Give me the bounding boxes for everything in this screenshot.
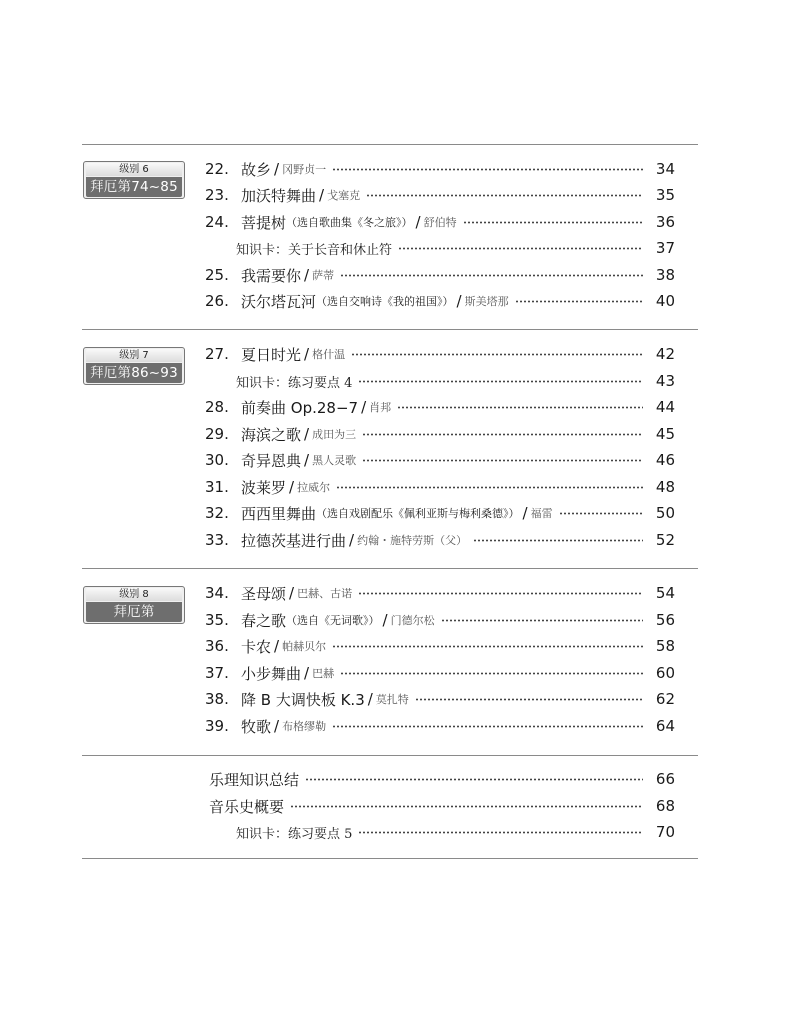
separator-slash: / [289, 584, 295, 602]
entry-composer: 拉威尔 [297, 481, 331, 494]
dot-leader [332, 168, 643, 171]
rule-1 [82, 329, 698, 330]
dot-leader [336, 486, 643, 489]
entry-title: 夏日时光 [241, 345, 302, 364]
separator-slash: / [304, 664, 310, 682]
toc-entry[interactable] [205, 396, 675, 418]
entry-number: 38. [205, 690, 229, 708]
entry-title: 波莱罗 [241, 478, 287, 497]
entry-number: 37. [205, 664, 229, 682]
toc-entry[interactable] [205, 423, 675, 445]
separator-slash: / [274, 160, 280, 178]
page-number: 56 [655, 611, 675, 629]
entry-number: 31. [205, 478, 229, 496]
entry-number: 39. [205, 717, 229, 735]
rule-3 [82, 755, 698, 756]
level-label: 级别 6 [86, 163, 182, 176]
toc-entry[interactable] [209, 795, 675, 817]
toc-entry[interactable] [205, 476, 675, 498]
separator-slash: / [382, 611, 388, 629]
dot-leader [362, 459, 643, 462]
dot-leader [441, 619, 643, 622]
page-number: 52 [655, 531, 675, 549]
entry-title: 沃尔塔瓦河 [241, 292, 317, 311]
dot-leader [463, 221, 643, 224]
page-number: 38 [655, 266, 675, 284]
entry-composer: 布格缪勒 [282, 720, 327, 733]
toc-entry[interactable] [205, 635, 675, 657]
separator-slash: / [522, 504, 528, 522]
dot-leader [340, 672, 643, 675]
entry-number: 32. [205, 504, 229, 522]
separator-slash: / [415, 213, 421, 231]
knowledge-card-entry[interactable] [236, 821, 675, 843]
separator-slash: / [304, 266, 310, 284]
entry-title: 降 B 大调快板 K.3 [241, 690, 365, 709]
level-label: 级别 7 [86, 349, 182, 362]
dot-leader [351, 353, 643, 356]
dot-leader [358, 831, 643, 834]
entry-title: 故乡 [241, 160, 272, 179]
page-number: 36 [655, 213, 675, 231]
entry-title: 音乐史概要 [209, 797, 285, 816]
entry-title: 菩提树 [241, 213, 287, 232]
dot-leader [290, 805, 643, 808]
toc-entry[interactable] [205, 502, 675, 524]
dot-leader [332, 725, 643, 728]
entry-number: 22. [205, 160, 229, 178]
separator-slash: / [456, 292, 462, 310]
entry-title: 春之歌 [241, 611, 287, 630]
dot-leader [397, 406, 643, 409]
rule-bottom [82, 858, 698, 859]
entry-composer: 约翰・施特劳斯（父） [357, 534, 468, 547]
entry-source: （选自歌曲集《冬之旅》） [286, 216, 413, 229]
entry-number: 35. [205, 611, 229, 629]
page-number: 54 [655, 584, 675, 602]
page-number: 42 [655, 345, 675, 363]
entry-number: 27. [205, 345, 229, 363]
page-number: 43 [655, 372, 675, 390]
knowledge-card-title: 知识卡：练习要点 4 [236, 375, 353, 391]
page-number: 35 [655, 186, 675, 204]
dot-leader [362, 433, 643, 436]
page-number: 58 [655, 637, 675, 655]
entry-title: 卡农 [241, 637, 272, 656]
separator-slash: / [274, 717, 280, 735]
entry-composer: 舒伯特 [423, 216, 457, 229]
entry-number: 24. [205, 213, 229, 231]
entry-number: 25. [205, 266, 229, 284]
entry-number: 33. [205, 531, 229, 549]
page-number: 37 [655, 239, 675, 257]
knowledge-card-title: 知识卡：练习要点 5 [236, 826, 353, 842]
entry-number: 34. [205, 584, 229, 602]
dot-leader [515, 300, 643, 303]
separator-slash: / [319, 186, 325, 204]
separator-slash: / [289, 478, 295, 496]
entry-number: 23. [205, 186, 229, 204]
toc-entry[interactable] [205, 662, 675, 684]
entry-composer: 巴赫 [312, 667, 335, 680]
page-number: 45 [655, 425, 675, 443]
separator-slash: / [274, 637, 280, 655]
entry-title: 西西里舞曲 [241, 504, 317, 523]
entry-number: 36. [205, 637, 229, 655]
beyer-range-label: 拜厄第94~106首 [86, 602, 182, 622]
entry-composer: 斯美塔那 [464, 295, 509, 308]
toc-entry[interactable] [205, 529, 675, 551]
toc-entry[interactable] [205, 158, 675, 180]
dot-leader [305, 778, 643, 781]
page-number: 46 [655, 451, 675, 469]
knowledge-card-title: 知识卡：关于长音和休止符 [236, 242, 393, 258]
entry-composer: 门德尔松 [390, 614, 435, 627]
entry-composer: 莫扎特 [375, 693, 409, 706]
toc-entry[interactable] [205, 343, 675, 365]
entry-number: 29. [205, 425, 229, 443]
toc-entry[interactable] [205, 290, 675, 312]
entry-number: 28. [205, 398, 229, 416]
entry-composer: 萨蒂 [312, 269, 335, 282]
entry-title: 拉德茨基进行曲 [241, 531, 347, 550]
entry-source: （选自交响诗《我的祖国》） [316, 295, 454, 308]
page-number: 70 [655, 823, 675, 841]
level-label: 级别 8 [86, 588, 182, 601]
entry-title: 乐理知识总结 [209, 770, 300, 789]
dot-leader [559, 512, 643, 515]
entry-source: （选自《无词歌》） [286, 614, 380, 627]
toc-entry[interactable] [205, 715, 675, 737]
beyer-range-label: 拜厄第86~93首 [86, 363, 182, 383]
rule-2 [82, 568, 698, 569]
entry-title: 加沃特舞曲 [241, 186, 317, 205]
toc-entry[interactable] [205, 688, 675, 710]
page-number: 34 [655, 160, 675, 178]
entry-number: 30. [205, 451, 229, 469]
entry-title: 前奏曲 Op.28−7 [241, 398, 359, 417]
page-number: 60 [655, 664, 675, 682]
entry-title: 奇异恩典 [241, 451, 302, 470]
page-number: 48 [655, 478, 675, 496]
entry-composer: 帕赫贝尔 [282, 640, 327, 653]
entry-number: 26. [205, 292, 229, 310]
dot-leader [366, 194, 643, 197]
toc-entry[interactable] [205, 582, 675, 604]
knowledge-card-entry[interactable] [236, 237, 675, 259]
page-number: 66 [655, 770, 675, 788]
separator-slash: / [304, 425, 310, 443]
entry-title: 牧歌 [241, 717, 272, 736]
toc-entry[interactable] [205, 184, 675, 206]
page-number: 64 [655, 717, 675, 735]
page-number: 68 [655, 797, 675, 815]
level-badge [83, 161, 185, 215]
toc-entry[interactable] [205, 609, 675, 631]
dot-leader [340, 274, 643, 277]
entry-composer: 福雷 [530, 507, 553, 520]
entry-composer: 黑人灵歌 [312, 454, 357, 467]
entry-source: （选自戏剧配乐《佩利亚斯与梅利桑德》） [316, 507, 520, 520]
level-badge [83, 347, 185, 401]
entry-composer: 戈塞克 [327, 189, 361, 202]
knowledge-card-entry[interactable] [236, 370, 675, 392]
rule-top [82, 144, 698, 145]
entry-composer: 成田为三 [312, 428, 357, 441]
entry-composer: 肖邦 [369, 401, 392, 414]
toc-entry[interactable] [205, 264, 675, 286]
separator-slash: / [349, 531, 355, 549]
entry-title: 小步舞曲 [241, 664, 302, 683]
separator-slash: / [367, 690, 373, 708]
toc-entry[interactable] [209, 768, 675, 790]
beyer-range-label: 拜厄第74~85首 [86, 177, 182, 197]
page-number: 44 [655, 398, 675, 416]
entry-composer: 格什温 [312, 348, 346, 361]
entry-title: 我需要你 [241, 266, 302, 285]
entry-composer: 冈野贞一 [282, 163, 327, 176]
page-number: 50 [655, 504, 675, 522]
entry-title: 圣母颂 [241, 584, 287, 603]
separator-slash: / [304, 345, 310, 363]
dot-leader [332, 645, 643, 648]
dot-leader [398, 247, 643, 250]
dot-leader [415, 698, 643, 701]
dot-leader [473, 539, 643, 542]
entry-title: 海滨之歌 [241, 425, 302, 444]
dot-leader [358, 380, 643, 383]
toc-entry[interactable] [205, 211, 675, 233]
separator-slash: / [304, 451, 310, 469]
page-number: 62 [655, 690, 675, 708]
page-number: 40 [655, 292, 675, 310]
dot-leader [358, 592, 643, 595]
separator-slash: / [361, 398, 367, 416]
level-badge [83, 586, 185, 640]
toc-entry[interactable] [205, 449, 675, 471]
entry-composer: 巴赫、古诺 [297, 587, 353, 600]
